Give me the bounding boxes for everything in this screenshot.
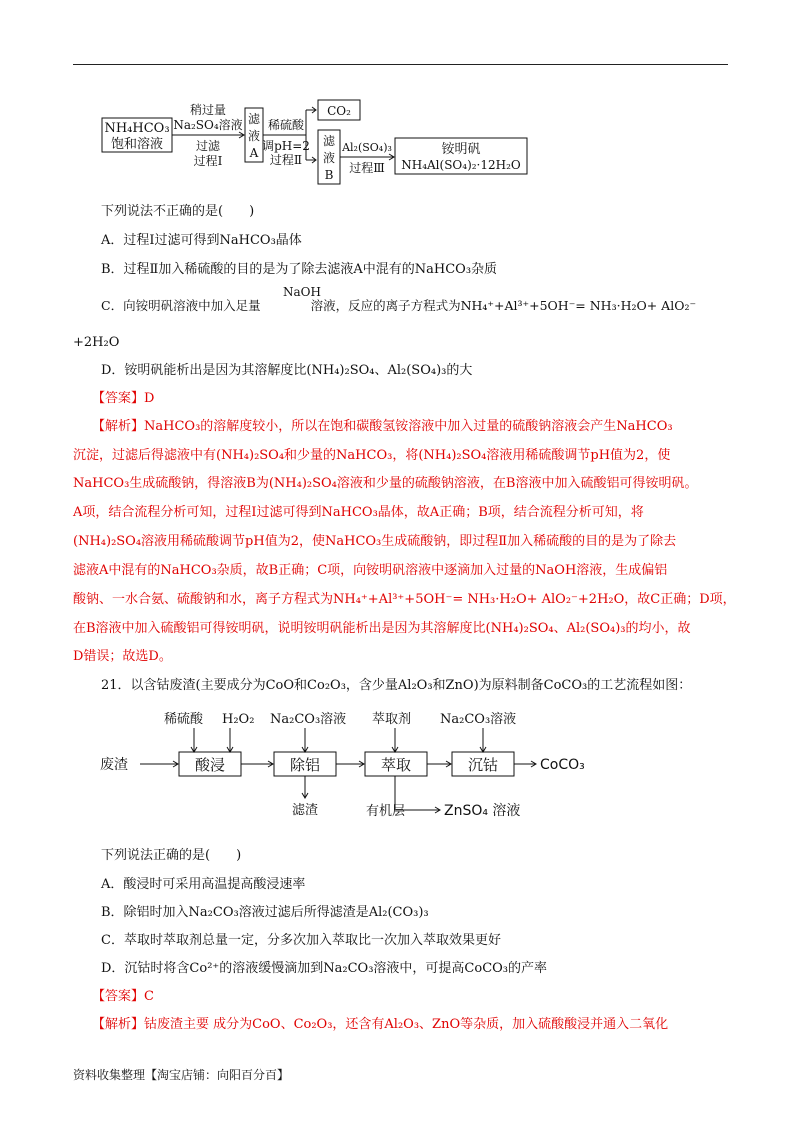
box-b-line1: 滤 — [322, 134, 336, 148]
q1-analysis-line-7: 在B溶液中加入硫酸铝可得铵明矾，说明铵明矾能析出是因为其溶解度比(NH₄)₂SO₄、Al₂(SO₄)₃的均小，故 — [73, 621, 691, 636]
flow2-znso4-solution: ZnSO₄ 溶液 — [444, 803, 521, 819]
q1-analysis-line-2: NaHCO₃生成硫酸钠，得溶液B为(NH₄)₂SO₄溶液和少量的硫酸钠溶液，在B溶液中加入硫酸铝可得铵明矾。 — [73, 476, 698, 491]
arrow2-label-top: 稀硫酸 — [267, 118, 305, 132]
co2-label: CO₂ — [327, 104, 351, 118]
flow2-reagent-dilute-h2so4: 稀硫酸 — [164, 712, 204, 727]
page-footer: 资料收集整理【淘宝店铺：向阳百分百】 — [73, 1068, 290, 1082]
arrow3-label-top: Al₂(SO₄)₃ — [342, 141, 392, 154]
q1-analysis-line-8: D错误；故选D。 — [73, 649, 172, 664]
q1-option-b: B．过程Ⅱ加入稀硫酸的目的是为了除去滤液A中混有的NaHCO₃杂质 — [101, 262, 498, 277]
q1-analysis-line-1: 沉淀，过滤后得滤液中有(NH₄)₂SO₄和少量的NaHCO₃，将(NH₄)₂SO₄溶液用稀硫酸调节pH值为2，使 — [73, 448, 671, 463]
q2-option-d: D．沉钴时将含Co²⁺的溶液缓慢滴加到Na₂CO₃溶液中，可提高CoCO₃的产率 — [101, 961, 548, 976]
box-end-line1: 铵明矾 — [441, 142, 481, 157]
flow2-box-precipitate-label: 沉钴 — [467, 756, 499, 774]
arrow1-label-top1: 稍过量 — [189, 103, 227, 117]
q1-analysis-line-4: (NH₄)₂SO₄溶液用稀硫酸调节pH值为2，使NaHCO₃生成硫酸钠，即过程Ⅱ加入稀硫酸的目的是为了除去 — [73, 534, 677, 549]
flow2-reagent-na2co3-1: Na₂CO₃溶液 — [270, 712, 347, 727]
arrow1-label-bot2: 过程Ⅰ — [193, 154, 223, 168]
header-rule — [73, 64, 728, 65]
flow2-reagent-na2co3-2: Na₂CO₃溶液 — [440, 712, 517, 727]
flow2-reagent-extractant: 萃取剂 — [372, 712, 412, 727]
arrow1-label-top2: Na₂SO₄溶液 — [173, 118, 243, 132]
box-b-line3: B — [324, 168, 334, 182]
q1-stem: 下列说法不正确的是( ) — [101, 204, 255, 219]
flow2-output-coco3: CoCO₃ — [540, 757, 585, 773]
q1-analysis-line-0: 【解析】NaHCO₃的溶解度较小，所以在饱和碳酸氢铵溶液中加入过量的硫酸钠溶液会产生NaHCO₃ — [92, 419, 673, 434]
arrow2-label-bot2: 过程Ⅱ — [269, 153, 303, 167]
flow2-reagent-h2o2: H₂O₂ — [222, 712, 255, 727]
q1-answer: 【答案】D — [92, 391, 155, 406]
q2-stem: 下列说法正确的是( ) — [101, 848, 242, 863]
flow2-waste-residue: 滤渣 — [291, 803, 319, 818]
q2-option-a: A．酸浸时可采用高温提高酸浸速率 — [101, 877, 306, 892]
q2-intro: 21．以含钴废渣(主要成分为CoO和Co₂O₃，含少量Al₂O₃和ZnO)为原料制备CoCO₃的工艺流程如图： — [101, 678, 692, 693]
box-start-line1: NH₄HCO₃ — [104, 121, 170, 136]
flow-diagram-2 — [100, 702, 620, 832]
q1-option-a: A．过程Ⅰ过滤可得到NaHCO₃晶体 — [101, 233, 302, 248]
box-start-line2: 饱和溶液 — [110, 137, 164, 152]
flow2-box-acid-leach-label: 酸浸 — [194, 756, 226, 774]
q2-option-b: B．除铝时加入Na₂CO₃溶液过滤后所得滤渣是Al₂(CO₃)₃ — [101, 905, 429, 920]
q1-option-c-continued: +2H₂O — [73, 335, 120, 350]
arrow2-label-bot1: 调pH=2 — [262, 139, 310, 153]
q2-answer: 【答案】C — [92, 989, 154, 1004]
q1-option-d: D．铵明矾能析出是因为其溶解度比(NH₄)₂SO₄、Al₂(SO₄)₃的大 — [101, 363, 473, 378]
box-end-line2: NH₄Al(SO₄)₂·12H₂O — [401, 158, 521, 172]
flow2-input-slag: 废渣 — [100, 757, 128, 773]
flow2-box-extract-label: 萃取 — [380, 756, 412, 774]
q1-option-c-superscript: NaOH — [283, 285, 321, 299]
q1-option-c: C．向铵明矾溶液中加入足量 溶液，反应的离子方程式为NH₄⁺+Al³⁺+5OH⁻= NH₃·H₂O+ AlO₂⁻ — [101, 298, 697, 313]
arrow3-label-bot: 过程Ⅲ — [349, 161, 385, 175]
q1-analysis-line-3: A项，结合流程分析可知，过程Ⅰ过滤可得到NaHCO₃晶体，故A正确；B项，结合流程分析可知，将 — [73, 505, 644, 520]
q2-analysis: 【解析】钴废渣主要 成分为CoO、Co₂O₃，还含有Al₂O₃、ZnO等杂质，加入硫酸酸浸并通入二氧化 — [92, 1017, 669, 1032]
flow2-box-remove-al-label: 除铝 — [289, 756, 321, 774]
arrow1-label-bot1: 过滤 — [195, 139, 221, 153]
box-a-line2: 液 — [247, 129, 261, 143]
box-b-line2: 液 — [322, 151, 336, 165]
flow-diagram-1 — [100, 96, 540, 186]
q1-analysis-line-6: 酸钠、一水合氨、硫酸钠和水，离子方程式为NH₄⁺+Al³⁺+5OH⁻= NH₃·H₂O+ AlO₂⁻+2H₂O，故C正确；D项， — [73, 592, 736, 607]
flow2-organic-layer: 有机层 — [366, 804, 406, 819]
box-a-line3: A — [249, 146, 259, 160]
q1-analysis-line-5: 滤液A中混有的NaHCO₃杂质，故B正确；C项，向铵明矾溶液中逐滴加入过量的NaOH溶液，生成偏铝 — [73, 563, 668, 578]
q2-option-c: C．萃取时萃取剂总量一定，分多次加入萃取比一次加入萃取效果更好 — [101, 933, 501, 948]
box-a-line1: 滤 — [247, 112, 261, 126]
